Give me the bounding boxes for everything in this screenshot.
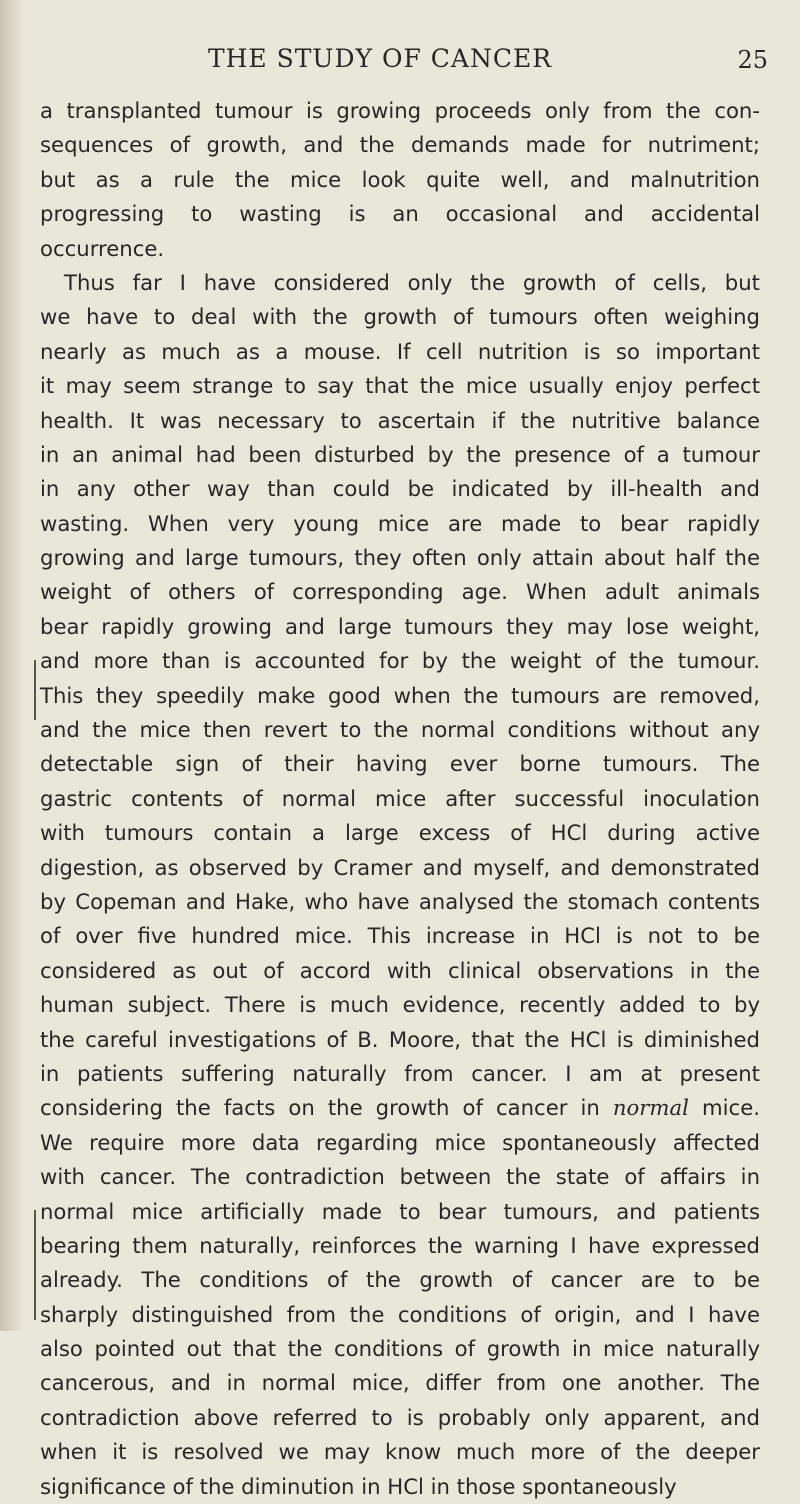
emphasis-word: normal xyxy=(612,1095,689,1121)
text-line: and the mice then revert to the normal conditions without any xyxy=(40,717,760,743)
gutter-mark xyxy=(34,1210,36,1320)
text-line: in patients suffering naturally from cancer. I am at present xyxy=(40,1060,760,1086)
text-line: growing and large tumours, they often only attain about half the xyxy=(40,545,760,571)
text-line: the careful investigations of B. Moore, that the HCl is diminished xyxy=(40,1026,760,1052)
text-line: in any other way than could be indicated by ill-health and xyxy=(40,476,760,502)
text-line: cancerous, and in normal mice, differ from one another. The xyxy=(40,1370,760,1396)
text-line: sharply distinguished from the conditions of origin, and I have xyxy=(40,1301,760,1327)
text-line: significance of the diminution in HCl in those spontaneously xyxy=(40,1473,677,1499)
text-line: human subject. There is much evidence, recently added to by xyxy=(40,992,760,1018)
body-text xyxy=(40,94,760,1504)
text-line: in an animal had been disturbed by the presence of a tumour xyxy=(40,441,760,467)
text-line: with tumours contain a large excess of HCl during active xyxy=(40,820,760,846)
text-line: when it is resolved we may know much more of the deeper xyxy=(40,1439,760,1465)
paragraph-first-line: Thus far I have considered only the growth of cells, but xyxy=(64,269,760,295)
text-line: normal mice artificially made to bear tumours, and patients xyxy=(40,1198,760,1224)
page-gutter-shadow xyxy=(0,0,24,1331)
text-line: by Copeman and Hake, who have analysed the stomach contents xyxy=(40,888,760,914)
text-line: wasting. When very young mice are made to bear rapidly xyxy=(40,510,760,536)
text-line: considered as out of accord with clinical observations in the xyxy=(40,957,760,983)
text-line: bear rapidly growing and large tumours they may lose weight, xyxy=(40,613,760,639)
text-line: health. It was necessary to ascertain if the nutritive balance xyxy=(40,407,760,433)
text-line: gastric contents of normal mice after successful inoculation xyxy=(40,785,760,811)
text-line: also pointed out that the conditions of growth in mice naturally xyxy=(40,1336,760,1362)
text-segment: considering the facts on the growth of cancer in xyxy=(40,1095,600,1121)
text-line: we have to deal with the growth of tumours often weighing xyxy=(40,304,760,330)
text-line: bearing them naturally, reinforces the warning I have expressed xyxy=(40,1232,760,1258)
text-line: of over five hundred mice. This increase in HCl is not to be xyxy=(40,923,760,949)
text-line: a transplanted tumour is growing proceeds only from the con- xyxy=(40,98,760,123)
text-line: with cancer. The contradiction between the state of affairs in xyxy=(40,1164,760,1190)
text-line: digestion, as observed by Cramer and myself, and demonstrated xyxy=(40,854,760,880)
gutter-mark xyxy=(34,660,36,720)
text-line: and more than is accounted for by the weight of the tumour. xyxy=(40,648,760,674)
text-line: occurrence. xyxy=(40,235,165,261)
text-line: We require more data regarding mice spontaneously affected xyxy=(40,1129,760,1155)
page-header xyxy=(0,44,800,84)
text-line: but as a rule the mice look quite well, and malnutrition xyxy=(40,166,760,192)
text-line: detectable sign of their having ever borne tumours. The xyxy=(40,751,760,777)
text-line: it may seem strange to say that the mice usually enjoy perfect xyxy=(40,373,760,399)
text-line: sequences of growth, and the demands made for nutriment; xyxy=(40,132,760,158)
text-line-with-emphasis xyxy=(40,1091,760,1125)
text-line: progressing to wasting is an occasional and accidental xyxy=(40,201,760,227)
text-line: weight of others of corresponding age. When adult animals xyxy=(40,579,760,605)
text-line: nearly as much as a mouse. If cell nutrition is so important xyxy=(40,338,760,364)
text-line: contradiction above referred to is probably only apparent, and xyxy=(40,1404,760,1430)
running-title: THE STUDY OF CANCER xyxy=(207,44,553,73)
text-segment: mice. xyxy=(702,1095,760,1121)
text-line: already. The conditions of the growth of cancer are to be xyxy=(40,1267,760,1293)
page-number: 25 xyxy=(737,46,768,74)
text-line: This they speedily make good when the tumours are removed, xyxy=(40,682,760,708)
